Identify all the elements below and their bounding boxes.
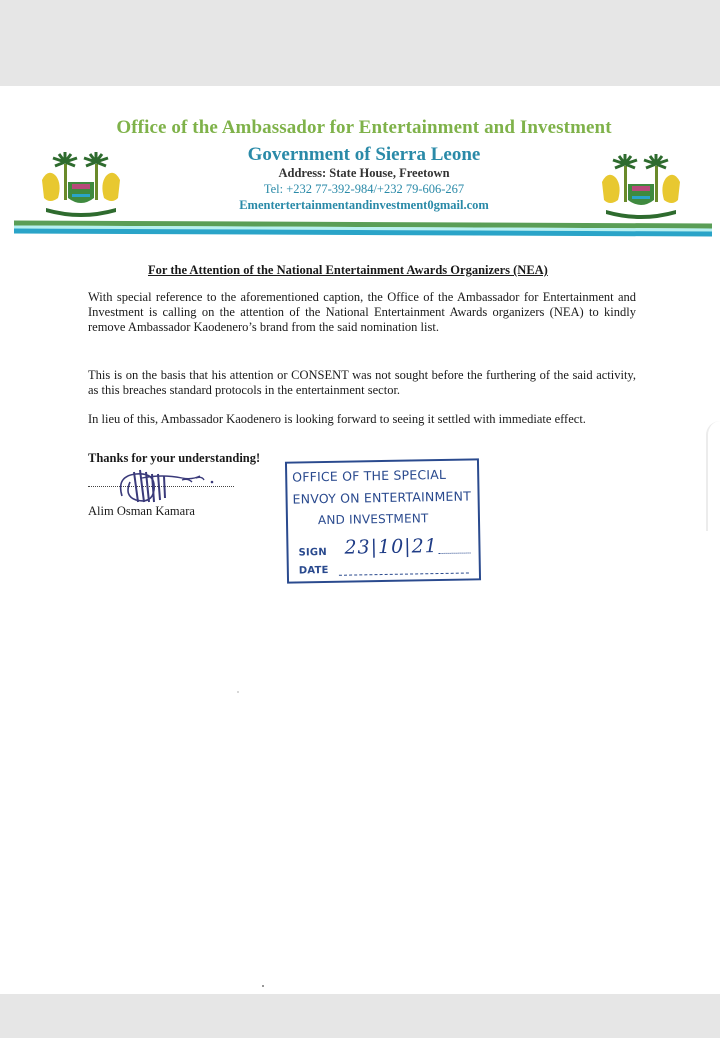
stamp-line-3: AND INVESTMENT [317, 511, 429, 528]
handwritten-signature [112, 466, 222, 506]
letter-paragraph: This is on the basis that his attention or CONSENT was not sought before the furthering of the said activity, as this breaches standard protocols in the entertainment sector. [88, 368, 636, 397]
stamp-line-1: OFFICE OF THE SPECIAL [292, 466, 447, 485]
closing-line: Thanks for your understanding! [88, 451, 261, 465]
stamp-sign-label: SIGN [298, 546, 327, 559]
scan-speck [237, 691, 239, 693]
stamp-handwritten-date: 23|10|21 [344, 535, 438, 559]
stamp-line-2: ENVOY ON ENTERTAINMENT [292, 488, 472, 507]
email-line: Ementertertainmentandinvestment0gmail.com [239, 198, 489, 212]
letter-subject: For the Attention of the National Entertainment Awards Organizers (NEA) [148, 263, 548, 277]
stamp-date-dots [339, 573, 469, 576]
stamp-sign-dots [439, 552, 471, 554]
telephone-line: Tel: +232 77-392-984/+232 79-606-267 [263, 182, 465, 196]
office-title: Office of the Ambassador for Entertainment and Investment [116, 117, 612, 138]
letter-paragraph: In lieu of this, Ambassador Kaodenero is looking forward to seeing it settled with immediate effect. [88, 412, 586, 426]
government-name: Government of Sierra Leone [247, 144, 481, 165]
signer-name: Alim Osman Kamara [88, 504, 195, 518]
stamp-date-label: DATE [298, 564, 329, 577]
page-edge-curl [706, 421, 720, 531]
address-line: Address: State House, Freetown [278, 166, 450, 180]
official-stamp [285, 458, 481, 583]
letter-paragraph: With special reference to the aforementioned caption, the Office of the Ambassador for Entertainment and Investment is calling on the attention of the National Entertainment Awards organizers (NEA) to kindly remove Ambassador Kaodenero’s brand from the said nomination list. [88, 290, 636, 334]
scan-speck [262, 985, 264, 987]
